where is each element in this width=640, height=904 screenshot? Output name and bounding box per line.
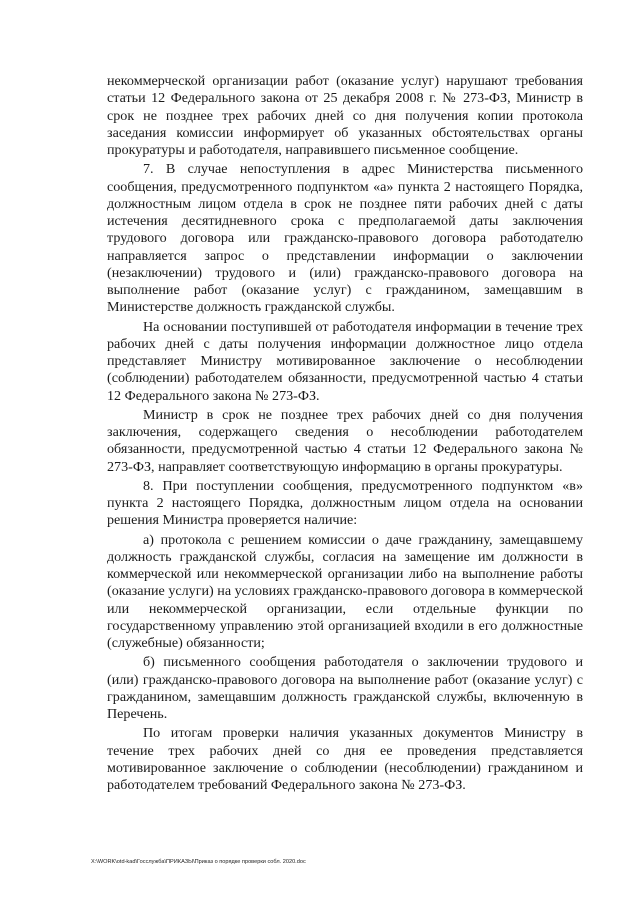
document-body xyxy=(107,73,583,796)
paragraph-item-8: 8. При поступлении сообщения, предусмотренного подпунктом «в» пункта 2 настоящего Порядка, должностным лицом отдела на основании решения Министра проверяется наличие: xyxy=(107,477,583,529)
paragraph-minister-notice: Министр в срок не позднее трех рабочих дней со дня получения заключения, содержащего сведения о несоблюдении работодателем обязанности, предусмотренной частью 4 статьи 12 Федерального закона № 273-ФЗ, направляет соответствующую информацию в органы прокуратуры. xyxy=(107,406,583,475)
paragraph-item-7: 7. В случае непоступления в адрес Министерства письменного сообщения, предусмотренного подпунктом «а» пункта 2 настоящего Порядка, должностным лицом отдела в срок не позднее пяти рабочих дней с даты истечения десятидневного срока с предполагаемой даты заключения трудового договора или гражданско-правового договора работодателю направляется запрос о представлении информации о заключении (незаключении) трудового и (или) гражданско-правового договора на выполнение работ (оказание услуг) с гражданином, замещавшим в Министерстве должность гражданской службы. xyxy=(107,161,583,316)
paragraph-conclusion: По итогам проверки наличия указанных документов Министру в течение трех рабочих дней со дня ее проведения представляется мотивированное заключение о соблюдении (несоблюдении) гражданином и работодателем требований Федерального закона № 273-ФЗ. xyxy=(107,725,583,793)
paragraph-subitem-b: б) письменного сообщения работодателя о заключении трудового и (или) гражданско-правового договора на выполнение работ (оказание услуг) с гражданином, замещавшим должность гражданской службы, включенную в Перечень. xyxy=(107,654,583,722)
paragraph-employer-info: На основании поступившей от работодателя информации в течение трех рабочих дней с даты получения информации должностное лицо отдела представляет Министру мотивированное заключение о несоблюдении (соблюдении) работодателем обязанности, предусмотренной частью 4 статьи 12 Федерального закона № 273-ФЗ. xyxy=(107,318,583,404)
paragraph-subitem-a: а) протокола с решением комиссии о даче гражданину, замещавшему должность гражданской службы, согласия на замещение им должности в коммерческой или некоммерческой организации либо на выполнение работы (оказание услуги) на условиях гражданско-правового договора в коммерческой или некоммерческой организации, если отдельные функции по государственному управлению этой организацией входили в его должностные (служебные) обязанности; xyxy=(107,531,583,651)
file-path-footer: X:\WORK\otd-kad\Госслужба\ПРИКАЗЫ\Приказ о порядке проверки собл. 2020.doc xyxy=(91,859,306,865)
paragraph-continuation: некоммерческой организации работ (оказание услуг) нарушают требования статьи 12 Федерального закона от 25 декабря 2008 г. № 273-ФЗ, Министр в срок не позднее трех рабочих дней со дня получения копии протокола заседания комиссии информирует об указанных обстоятельствах органы прокуратуры и работодателя, направившего письменное сообщение. xyxy=(107,73,583,158)
